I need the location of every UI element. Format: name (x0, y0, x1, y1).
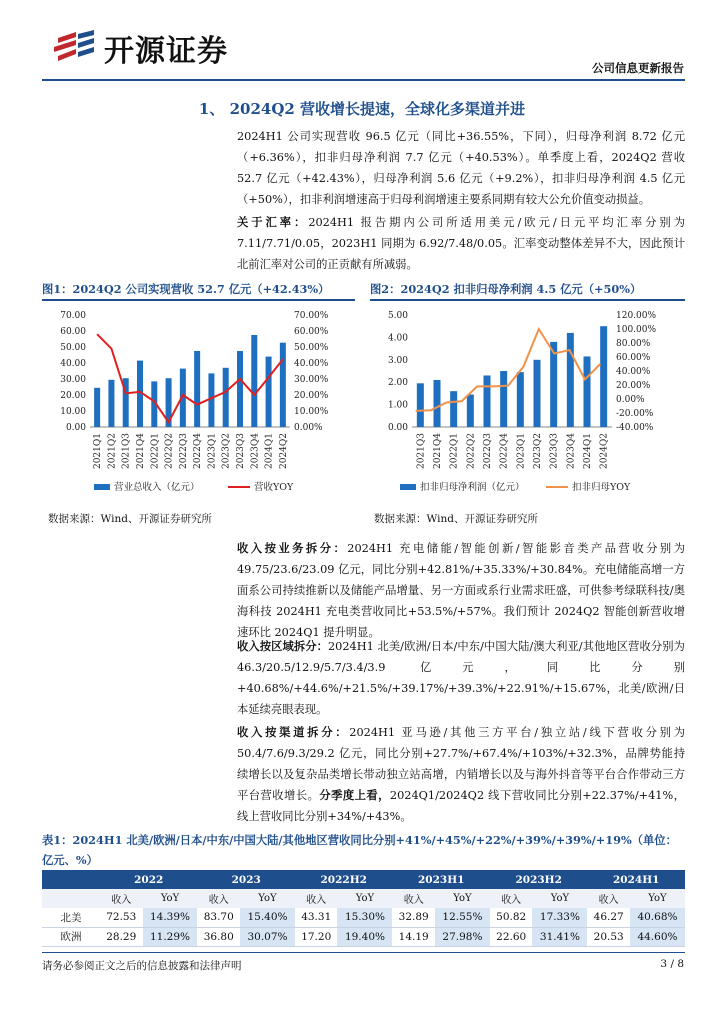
table-header-period: 2022H2 (295, 870, 392, 889)
x-axis-tick-label: 2022Q1 (449, 433, 460, 470)
bar (94, 388, 100, 427)
table-cell: 72.53 (100, 908, 143, 927)
fig1-chart (42, 303, 357, 508)
paragraph-business (215, 538, 685, 643)
bar (517, 372, 524, 427)
table-cell: 28.29 (100, 927, 143, 946)
y-axis-tick-label: 4.00 (387, 333, 408, 344)
y-axis-tick-label: 70.00 (60, 311, 86, 321)
bar (567, 333, 574, 427)
table-subheader-corner (42, 889, 100, 908)
paragraph-channel-text2: 2024Q1/2024Q2 线下营收同比分别+22.37%/+41%，线上营收同比分别+34%/+43%。 (237, 789, 685, 823)
paragraph-business-text: 2024H1 充电储能/智能创新/智能影音类产品营收分别为 49.75/23.6/23.09 亿元，同比分别+42.81%/+35.33%/+30.84%。充电储能高增一方面系公司持续推新以及储能产品增量、另一方面或系行业需求旺盛，可供参考绿联科技/奥海科技 2024H1 充电类营收同比+53.5%/+57%。我们预计 2024Q2 智能创新营收增速环比 2024Q1 提升明显。 (237, 542, 685, 639)
x-axis-tick-label: 2023Q4 (566, 433, 577, 470)
y-axis-tick-label: 50.00 (60, 343, 86, 353)
table-cell: 40.68% (630, 908, 685, 927)
bar (450, 391, 457, 427)
x-axis-tick-label: 2024Q2 (278, 433, 289, 470)
brand-logo (42, 26, 272, 70)
legend-bar-label: 营业总收入（亿元） (114, 482, 200, 493)
y2-axis-tick-label: 60.00% (616, 353, 651, 363)
table-subheader-revenue: 收入 (295, 889, 338, 908)
y2-axis-tick-label: 120.00% (616, 311, 657, 321)
table-subheader-yoy: YoY (143, 889, 198, 908)
fig2-title: 图2：2024Q2 扣非归母净利润 4.5 亿元（+50%） (370, 282, 642, 296)
table-row (42, 908, 685, 927)
paragraph-region (215, 636, 685, 720)
table-cell: 83.70 (197, 908, 240, 927)
table-cell: 50.82 (490, 908, 533, 927)
table-cell: 15.40% (240, 908, 295, 927)
bar (108, 380, 114, 427)
table-cell: 30.07% (240, 927, 295, 946)
table-cell: 20.53 (587, 927, 630, 946)
table-subheader-yoy: YoY (240, 889, 295, 908)
paragraph-summary (215, 126, 685, 210)
x-axis-tick-label: 2021Q4 (433, 433, 443, 470)
y-axis-tick-label: 3.00 (387, 355, 408, 366)
x-axis-tick-label: 2022Q3 (178, 433, 189, 470)
y2-axis-tick-label: 0.00% (294, 423, 323, 433)
y2-axis-tick-label: 20.00% (294, 391, 329, 401)
footer-divider (42, 952, 685, 953)
table-subheader-revenue: 收入 (100, 889, 143, 908)
x-axis-tick-label: 2021Q3 (121, 433, 132, 470)
x-axis-tick-label: 2021Q2 (107, 433, 118, 470)
y2-axis-tick-label: 50.00% (294, 343, 329, 353)
x-axis-tick-label: 2022Q3 (483, 433, 493, 470)
y2-axis-tick-label: 20.00% (616, 381, 651, 391)
y2-axis-tick-label: 10.00% (294, 407, 329, 417)
y2-axis-tick-label: 30.00% (294, 375, 329, 385)
table-subheader-yoy: YoY (532, 889, 587, 908)
bar (434, 380, 441, 427)
fig1-title: 图1：2024Q2 公司实现营收 52.7 亿元（+42.43%） (42, 282, 330, 296)
x-axis-tick-label: 2024Q2 (599, 433, 610, 470)
bar (280, 343, 286, 427)
table-cell: 43.31 (295, 908, 338, 927)
bar (467, 395, 474, 427)
paragraph-region-text: 2024H1 北美/欧洲/日本/中东/中国大陆/澳大利亚/其他地区营收分别为 46.3/20.5/12.9/5.7/3.4/3.9 亿元，同比分别+40.68%/+44.6%/+21.5%/+39.17%/+39.3%/+22.91%/+15.67%，北美/欧洲/日本延续亮眼表现。 (237, 640, 685, 716)
legend-line-label: 扣非归母YOY (572, 482, 631, 493)
x-axis-tick-label: 2022Q2 (466, 433, 477, 470)
bar (194, 351, 200, 427)
table-row-region: 北美 (42, 908, 100, 927)
y-axis-tick-label: 0.00 (65, 423, 86, 433)
paragraph-channel-text: 2024H1 亚马逊/其他三方平台/独立站/线下营收分别为 50.4/7.6/9.3/29.2 亿元，同比分别+27.7%/+67.4%/+103%/+32.3%，品牌势能持续增长以及复杂品类增长带动独立站高增，内销增长以及与海外抖音等平台合作带动三方平台营收增长。 (237, 726, 685, 802)
x-axis-tick-label: 2023Q2 (221, 433, 232, 470)
table-header-period: 2024H1 (587, 870, 685, 889)
region-revenue-table (42, 870, 685, 947)
legend-bar-swatch (94, 484, 110, 490)
legend-line-label: 营收YOY (254, 482, 294, 493)
y2-axis-tick-label: 40.00% (616, 367, 651, 377)
table-header-period: 2023 (197, 870, 294, 889)
y2-axis-tick-label: 60.00% (294, 327, 329, 337)
table-title: 表1：2024H1 北美/欧洲/日本/中东/中国大陆/其他地区营收同比分别+41%/+45%/+22%/+39%/+39%/+19%（单位：亿元、%） (42, 833, 677, 867)
y2-axis-tick-label: 40.00% (294, 359, 329, 369)
table-subheader-revenue: 收入 (392, 889, 435, 908)
table-row-region: 欧洲 (42, 927, 100, 946)
table-subheader-revenue: 收入 (490, 889, 533, 908)
table-header-corner (42, 870, 100, 889)
y2-axis-tick-label: 100.00% (616, 325, 657, 335)
table-cell: 15.30% (337, 908, 392, 927)
y-axis-tick-label: 60.00 (60, 327, 86, 337)
y-axis-tick-label: 0.00 (387, 423, 408, 433)
y-axis-tick-label: 40.00 (60, 359, 86, 369)
table-subheader-revenue: 收入 (197, 889, 240, 908)
paragraph-region-lead: 收入按区域拆分： (237, 639, 328, 653)
table-header-period: 2023H1 (392, 870, 489, 889)
bar (484, 375, 491, 427)
footer-disclaimer: 请务必参阅正文之后的信息披露和法律声明 (42, 960, 242, 972)
bar (237, 351, 243, 427)
table-header-row (42, 870, 685, 889)
fig1-divider (42, 299, 355, 301)
table-cell: 17.20 (295, 927, 338, 946)
table-cell: 22.60 (490, 927, 533, 946)
bar (223, 368, 229, 427)
kaiyuan-logo-icon (54, 30, 96, 64)
paragraph-business-lead: 收入按业务拆分： (237, 541, 348, 555)
table-cell: 14.39% (143, 908, 198, 927)
table-cell: 19.40% (337, 927, 392, 946)
y-axis-tick-label: 1.00 (387, 400, 408, 411)
section-title: 1、 2024Q2 营收增长提速，全球化多渠道并进 (198, 100, 526, 118)
table-subheader-row (42, 889, 685, 908)
bar (584, 356, 591, 427)
x-axis-tick-label: 2023Q3 (236, 433, 246, 470)
table-cell: 32.89 (392, 908, 435, 927)
x-axis-tick-label: 2023Q3 (549, 433, 560, 470)
fig2-chart (370, 303, 685, 508)
paragraph-channel-lead2: 分季度上看， (319, 788, 390, 802)
y-axis-tick-label: 20.00 (60, 391, 86, 401)
bar (266, 357, 272, 427)
x-axis-tick-label: 2023Q1 (207, 433, 218, 470)
table-subheader-yoy: YoY (337, 889, 392, 908)
brand-name: 开源证券 (104, 34, 228, 69)
x-axis-tick-label: 2023Q1 (516, 433, 527, 470)
y2-axis-tick-label: -20.00% (616, 409, 654, 419)
paragraph-channel (215, 722, 685, 827)
x-axis-tick-label: 2023Q2 (533, 433, 543, 470)
y-axis-tick-label: 2.00 (387, 378, 408, 389)
x-axis-tick-label: 2021Q3 (416, 433, 427, 470)
table-cell: 17.33% (532, 908, 587, 927)
x-axis-tick-label: 2021Q1 (93, 433, 104, 470)
x-axis-tick-label: 2022Q1 (150, 433, 161, 470)
x-axis-tick-label: 2022Q4 (499, 433, 510, 470)
y-axis-tick-label: 10.00 (60, 407, 86, 417)
table-cell: 46.27 (587, 908, 630, 927)
page-number: 3 / 8 (660, 958, 684, 970)
paragraph-fx-text: 2024H1 报告期内公司所适用美元/欧元/日元平均汇率分别为 7.11/7.71/0.05，2023H1 同期为 6.92/7.48/0.05。汇率变动整体差异不大，因此预计北前汇率对公司的正贡献有所减弱。 (237, 216, 685, 271)
x-axis-tick-label: 2022Q4 (193, 433, 204, 470)
table-cell: 44.60% (630, 927, 685, 946)
table-row (42, 927, 685, 946)
paragraph-channel-lead: 收入按渠道拆分： (237, 725, 350, 739)
x-axis-tick-label: 2022Q2 (164, 433, 175, 470)
paragraph-fx-lead: 关于汇率： (237, 215, 309, 229)
legend-bar-label: 扣非归母净利润（亿元） (420, 482, 525, 493)
y-axis-tick-label: 5.00 (387, 311, 408, 321)
y2-axis-tick-label: 70.00% (294, 311, 329, 321)
legend-bar-swatch (400, 484, 416, 490)
table-cell: 12.55% (435, 908, 490, 927)
fig1-source: 数据来源：Wind、开源证券研究所 (48, 513, 212, 525)
x-axis-tick-label: 2021Q4 (136, 433, 146, 470)
bar (417, 383, 424, 427)
bar (251, 335, 257, 427)
x-axis-tick-label: 2024Q1 (583, 433, 593, 470)
paragraph-fx (215, 212, 685, 275)
table-header-period: 2022 (100, 870, 197, 889)
y-axis-tick-label: 30.00 (60, 375, 86, 385)
table-cell: 14.19 (392, 927, 435, 946)
table-cell: 11.29% (143, 927, 198, 946)
x-axis-tick-label: 2024Q1 (264, 433, 275, 470)
table-header-period: 2023H2 (490, 870, 587, 889)
doc-type-label: 公司信息更新报告 (592, 61, 684, 75)
fig2-divider (370, 299, 685, 301)
x-axis-tick-label: 2023Q4 (250, 433, 261, 470)
table-subheader-yoy: YoY (435, 889, 490, 908)
table-subheader-yoy: YoY (630, 889, 685, 908)
header-divider (42, 79, 685, 81)
y2-axis-tick-label: 0.00% (616, 395, 645, 405)
bar (534, 360, 541, 427)
table-cell: 36.80 (197, 927, 240, 946)
fig2-source: 数据来源：Wind、开源证券研究所 (374, 513, 538, 525)
paragraph-summary-text: 2024H1 公司实现营收 96.5 亿元（同比+36.55%，下同），归母净利润 8.72 亿元（+6.36%），扣非归母净利润 7.7 亿元（+40.53%）。单季度上看，2024Q2 营收 52.7 亿元（+42.43%），归母净利润 5.6 亿元（+9.2%），扣非归母净利润 4.5 亿元（+50%），扣非利润增速高于归母利润增速主要系同期有较大公允价值变动损益。 (237, 130, 685, 206)
bar (500, 371, 507, 427)
y2-axis-tick-label: 80.00% (616, 339, 651, 349)
table-subheader-revenue: 收入 (587, 889, 630, 908)
table-cell: 27.98% (435, 927, 490, 946)
y2-axis-tick-label: -40.00% (616, 423, 654, 433)
table-cell: 31.41% (532, 927, 587, 946)
bar (600, 326, 607, 427)
bar (550, 342, 557, 427)
